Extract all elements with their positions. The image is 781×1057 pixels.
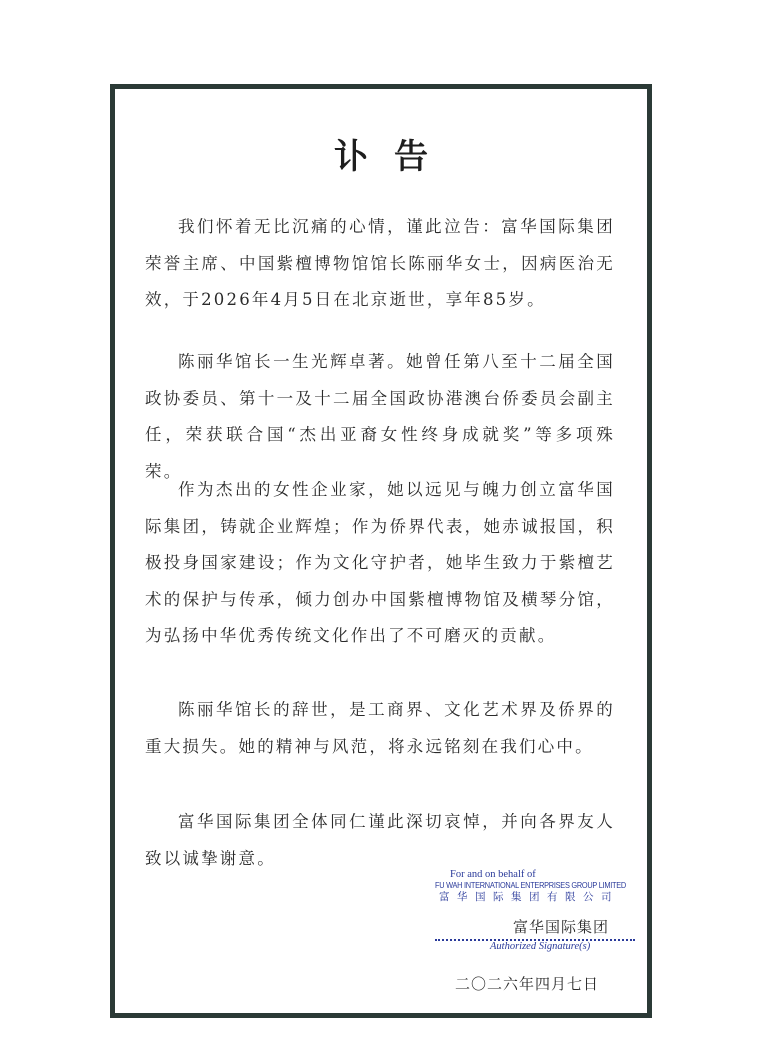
stamp-company-chinese: 富华国际集团有限公司 [439, 891, 619, 903]
paragraph-loss [145, 692, 615, 765]
paragraph-announcement [145, 209, 615, 319]
paragraph-text: 我们怀着无比沉痛的心情，谨此泣告：富华国际集团荣誉主席、中国紫檀博物馆馆长陈丽华女士，因病医治无效，于2026年4月5日在北京逝世，享年85岁。 [145, 217, 615, 309]
paragraph-text: 富华国际集团全体同仁谨此深切哀悼，并向各界友人致以诚挚谢意。 [145, 812, 615, 868]
paragraph-achievements [145, 472, 615, 655]
paragraph-condolence [145, 804, 615, 877]
company-stamp [435, 869, 645, 953]
authorized-signature-label: Authorized Signature(s) [490, 941, 591, 952]
stamp-signature: 富华国际集团 [513, 918, 610, 936]
stamp-behalf-text: For and on behalf of [450, 869, 536, 880]
document-title: 讣告 [334, 137, 454, 177]
paragraph-text: 陈丽华馆长的辞世，是工商界、文化艺术界及侨界的重大损失。她的精神与风范，将永远铭刻在我们心中。 [145, 700, 615, 756]
paragraph-text: 陈丽华馆长一生光辉卓著。她曾任第八至十二届全国政协委员、第十一及十二届全国政协港澳台侨委员会副主任，荣获联合国“杰出亚裔女性终身成就奖”等多项殊荣。 [145, 352, 615, 481]
document-date: 二〇二六年四月七日 [455, 975, 600, 993]
obituary-frame [110, 84, 652, 1018]
paragraph-text: 作为杰出的女性企业家，她以远见与魄力创立富华国际集团，铸就企业辉煌；作为侨界代表，她赤诚报国，积极投身国家建设；作为文化守护者，她毕生致力于紫檀艺术的保护与传承，倾力创办中国紫檀博物馆及横琴分馆，为弘扬中华优秀传统文化作出了不可磨灭的贡献。 [145, 480, 615, 645]
paragraph-honors [145, 344, 615, 490]
stamp-company-english: FU WAH INTERNATIONAL ENTERPRISES GROUP LIMITED [435, 880, 626, 890]
